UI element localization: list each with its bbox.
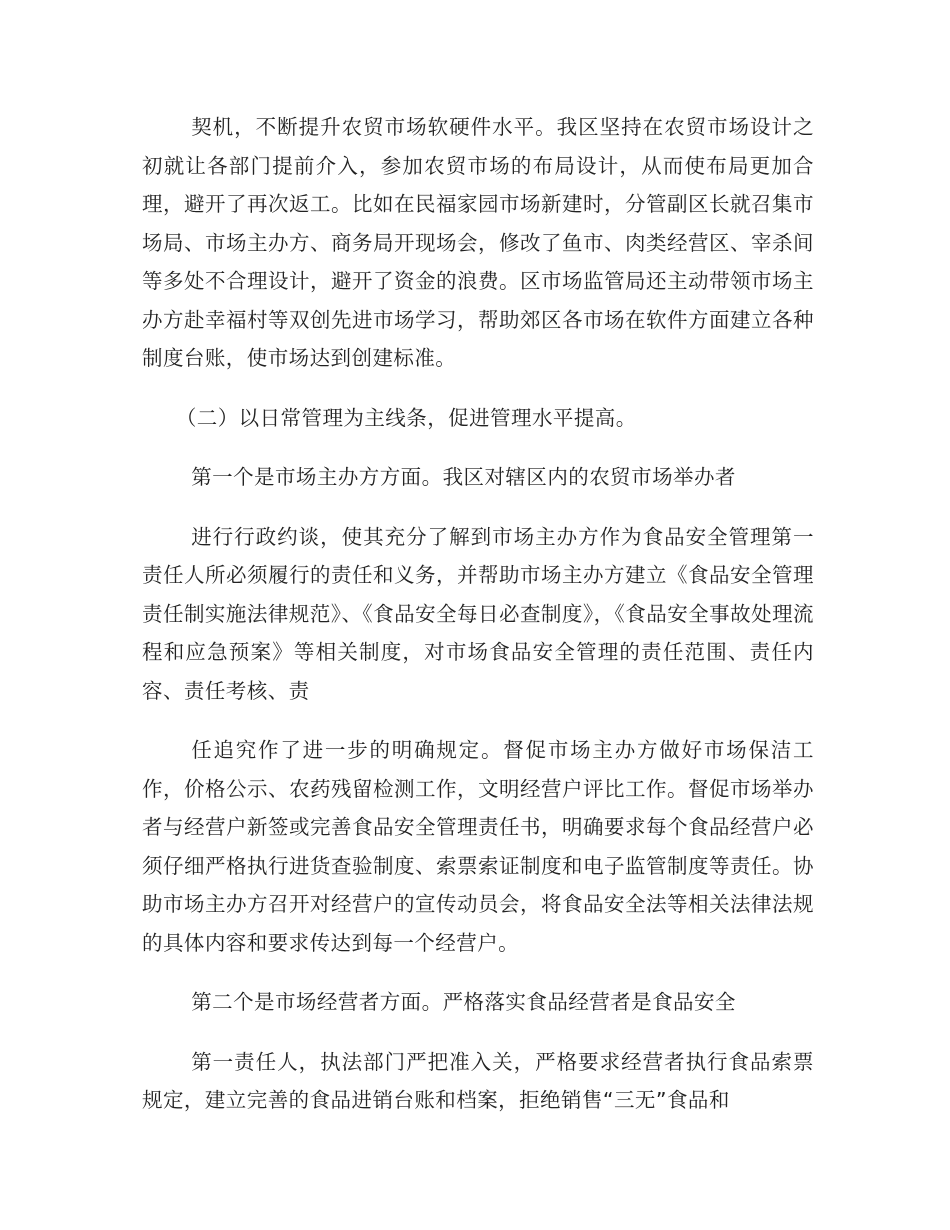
paragraph-first-responsible-person: 第一责任人，执法部门严把准入关，严格要求经营者执行食品索票规定，建立完善的食品进销台账和档案，拒绝销售“三无”食品和 — [142, 1049, 814, 1112]
paragraph-market-design: 契机，不断提升农贸市场软硬件水平。我区坚持在农贸市场设计之初就让各部门提前介入，参加农贸市场的布局设计，从而使布局更加合理，避开了再次返工。比如在民福家园市场新建时，分管副区长就召集市场局、市场主办方、商务局开现场会，修改了鱼市、肉类经营区、宰杀间等多处不合理设计，避开了资金的浪费。区市场监管局还主动带领市场主办方赴幸福村等双创先进市场学习，帮助郊区各市场在软件方面建立各种制度台账，使市场达到创建标准。 — [142, 115, 814, 370]
section-heading-daily-management: （二）以日常管理为主线条，促进管理水平提高。 — [175, 405, 637, 430]
paragraph-accountability: 任追究作了进一步的明确规定。督促市场主办方做好市场保洁工作，价格公示、农药残留检测工作，文明经营户评比工作。督促市场举办者与经营户新签或完善食品安全管理责任书，明确要求每个食品经营户必须仔细严格执行进货查验制度、索票索证制度和电子监管制度等责任。协助市场主办方召开对经营户的宣传动员会，将食品安全法等相关法律法规的具体内容和要求传达到每一个经营户。 — [142, 738, 814, 955]
paragraph-market-organizer-intro: 第一个是市场主办方方面。我区对辖区内的农贸市场举办者 — [191, 465, 736, 489]
paragraph-market-operators-intro: 第二个是市场经营者方面。严格落实食品经营者是食品安全 — [191, 990, 736, 1014]
paragraph-administrative-interview: 进行行政约谈，使其充分了解到市场主办方作为食品安全管理第一责任人所必须履行的责任和义务，并帮助市场主办方建立《食品安全管理责任制实施法律规范》、《食品安全每日必查制度》，《食品安全事故处理流程和应急预案》等相关制度，对市场食品安全管理的责任范围、责任内容、责任考核、责 — [142, 524, 814, 703]
document-body — [142, 108, 814, 1141]
